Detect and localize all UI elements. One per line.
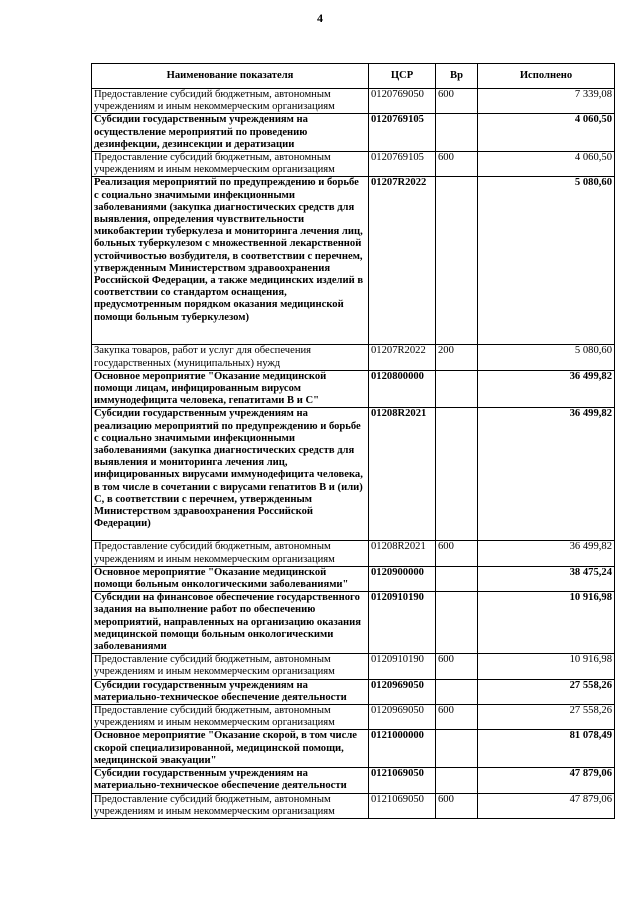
row-csr-cell: 0120910190 — [369, 592, 436, 654]
row-amount-cell: 81 078,49 — [478, 730, 615, 768]
table-row — [92, 730, 615, 768]
row-amount-cell: 5 080,60 — [478, 177, 615, 345]
row-name-cell: Предоставление субсидий бюджетным, автономным учреждениям и иным некоммерческим организациям — [92, 152, 369, 177]
row-csr-cell: 0120969050 — [369, 679, 436, 704]
row-amount-cell: 36 499,82 — [478, 541, 615, 566]
row-vr-cell: 600 — [436, 152, 478, 177]
table-row — [92, 679, 615, 704]
row-amount-cell: 4 060,50 — [478, 152, 615, 177]
row-amount-cell: 36 499,82 — [478, 408, 615, 541]
row-vr-cell: 600 — [436, 705, 478, 730]
header-name: Наименование показателя — [92, 64, 369, 89]
table-row — [92, 114, 615, 152]
row-vr-cell — [436, 177, 478, 345]
page-number: 4 — [317, 11, 323, 25]
row-csr-cell: 0120910190 — [369, 654, 436, 679]
row-name-cell: Реализация мероприятий по предупреждению и борьбе с социально значимыми инфекционными заболеваниями (закупка диагностических средств для выявления, определения чувствительности микобактерии туберкулеза и мониторинга лечения лиц, больных туберкулезом с множественной лекарственной устойчивостью возбудителя, в соответствии с перечнем, утвержденным Министерством здравоохранения Российской Федерации, а также медицинских изделий в соответствии со стандартом оснащения, предусмотренным порядком оказания медицинской помощи больным туберкулезом) — [92, 177, 369, 345]
table-row — [92, 654, 615, 679]
row-name-cell: Основное мероприятие "Оказание медицинской помощи лицам, инфицированным вирусом иммунодефицита человека, гепатитами В и С" — [92, 370, 369, 408]
row-vr-cell — [436, 408, 478, 541]
row-name-cell: Основное мероприятие "Оказание медицинской помощи больным онкологическими заболеваниями" — [92, 566, 369, 591]
row-name-cell: Субсидии государственным учреждениям на реализацию мероприятий по предупреждению и борьбе с социально значимыми инфекционными заболеваниями (закупка диагностических средств для выявления и мониторинга лечения лиц, инфицированных вирусами иммунодефицита человека, в том числе в сочетании с вирусами гепатитов В и (или) С, в соответствии с перечнем, утвержденным Министерством здравоохранения Российской Федерации) — [92, 408, 369, 541]
row-vr-cell — [436, 592, 478, 654]
row-vr-cell — [436, 566, 478, 591]
header-amount: Исполнено — [478, 64, 615, 89]
row-vr-cell — [436, 730, 478, 768]
table-row — [92, 541, 615, 566]
table-row — [92, 152, 615, 177]
row-amount-cell: 10 916,98 — [478, 592, 615, 654]
table-row — [92, 370, 615, 408]
row-csr-cell: 0120769105 — [369, 152, 436, 177]
row-csr-cell: 0120800000 — [369, 370, 436, 408]
row-name-cell: Предоставление субсидий бюджетным, автономным учреждениям и иным некоммерческим организациям — [92, 541, 369, 566]
header-vr: Вр — [436, 64, 478, 89]
row-name-cell: Предоставление субсидий бюджетным, автономным учреждениям и иным некоммерческим организациям — [92, 654, 369, 679]
row-amount-cell: 4 060,50 — [478, 114, 615, 152]
table-row — [92, 566, 615, 591]
row-csr-cell: 0120900000 — [369, 566, 436, 591]
table-row — [92, 768, 615, 793]
row-amount-cell: 38 475,24 — [478, 566, 615, 591]
row-csr-cell: 01208R2021 — [369, 541, 436, 566]
table-row — [92, 177, 615, 345]
row-csr-cell: 0121069050 — [369, 768, 436, 793]
row-amount-cell: 5 080,60 — [478, 345, 615, 370]
row-name-cell: Основное мероприятие "Оказание скорой, в том числе скорой специализированной, медицинской помощи, медицинской эвакуации" — [92, 730, 369, 768]
table-row — [92, 705, 615, 730]
row-amount-cell: 27 558,26 — [478, 679, 615, 704]
table-row — [92, 793, 615, 818]
table-row — [92, 408, 615, 541]
table-header-row — [92, 64, 615, 89]
row-vr-cell — [436, 768, 478, 793]
row-csr-cell: 0120769105 — [369, 114, 436, 152]
row-csr-cell: 01208R2021 — [369, 408, 436, 541]
row-vr-cell: 600 — [436, 541, 478, 566]
row-amount-cell: 10 916,98 — [478, 654, 615, 679]
row-name-cell: Предоставление субсидий бюджетным, автономным учреждениям и иным некоммерческим организациям — [92, 89, 369, 114]
row-csr-cell: 01207R2022 — [369, 345, 436, 370]
row-amount-cell: 47 879,06 — [478, 768, 615, 793]
row-csr-cell: 0121000000 — [369, 730, 436, 768]
row-csr-cell: 0120769050 — [369, 89, 436, 114]
row-name-cell: Субсидии государственным учреждениям на материально-техническое обеспечение деятельности — [92, 679, 369, 704]
row-name-cell: Предоставление субсидий бюджетным, автономным учреждениям и иным некоммерческим организациям — [92, 705, 369, 730]
table-row — [92, 89, 615, 114]
budget-table — [91, 63, 615, 819]
row-name-cell: Субсидии государственным учреждениям на осуществление мероприятий по проведению дезинфекции, дезинсекции и дератизации — [92, 114, 369, 152]
row-amount-cell: 7 339,08 — [478, 89, 615, 114]
table-row — [92, 345, 615, 370]
row-amount-cell: 36 499,82 — [478, 370, 615, 408]
row-vr-cell: 200 — [436, 345, 478, 370]
row-amount-cell: 47 879,06 — [478, 793, 615, 818]
row-vr-cell: 600 — [436, 654, 478, 679]
row-name-cell: Закупка товаров, работ и услуг для обеспечения государственных (муниципальных) нужд — [92, 345, 369, 370]
row-name-cell: Субсидии на финансовое обеспечение государственного задания на выполнение работ по обеспечению мероприятий, направленных на организацию оказания медицинской помощи больным онкологическими заболеваниями — [92, 592, 369, 654]
row-vr-cell — [436, 679, 478, 704]
row-vr-cell — [436, 370, 478, 408]
row-vr-cell: 600 — [436, 793, 478, 818]
row-csr-cell: 0121069050 — [369, 793, 436, 818]
row-amount-cell: 27 558,26 — [478, 705, 615, 730]
row-csr-cell: 0120969050 — [369, 705, 436, 730]
header-csr: ЦСР — [369, 64, 436, 89]
row-name-cell: Предоставление субсидий бюджетным, автономным учреждениям и иным некоммерческим организациям — [92, 793, 369, 818]
row-vr-cell: 600 — [436, 89, 478, 114]
row-name-cell: Субсидии государственным учреждениям на материально-техническое обеспечение деятельности — [92, 768, 369, 793]
table-row — [92, 592, 615, 654]
row-vr-cell — [436, 114, 478, 152]
row-csr-cell: 01207R2022 — [369, 177, 436, 345]
